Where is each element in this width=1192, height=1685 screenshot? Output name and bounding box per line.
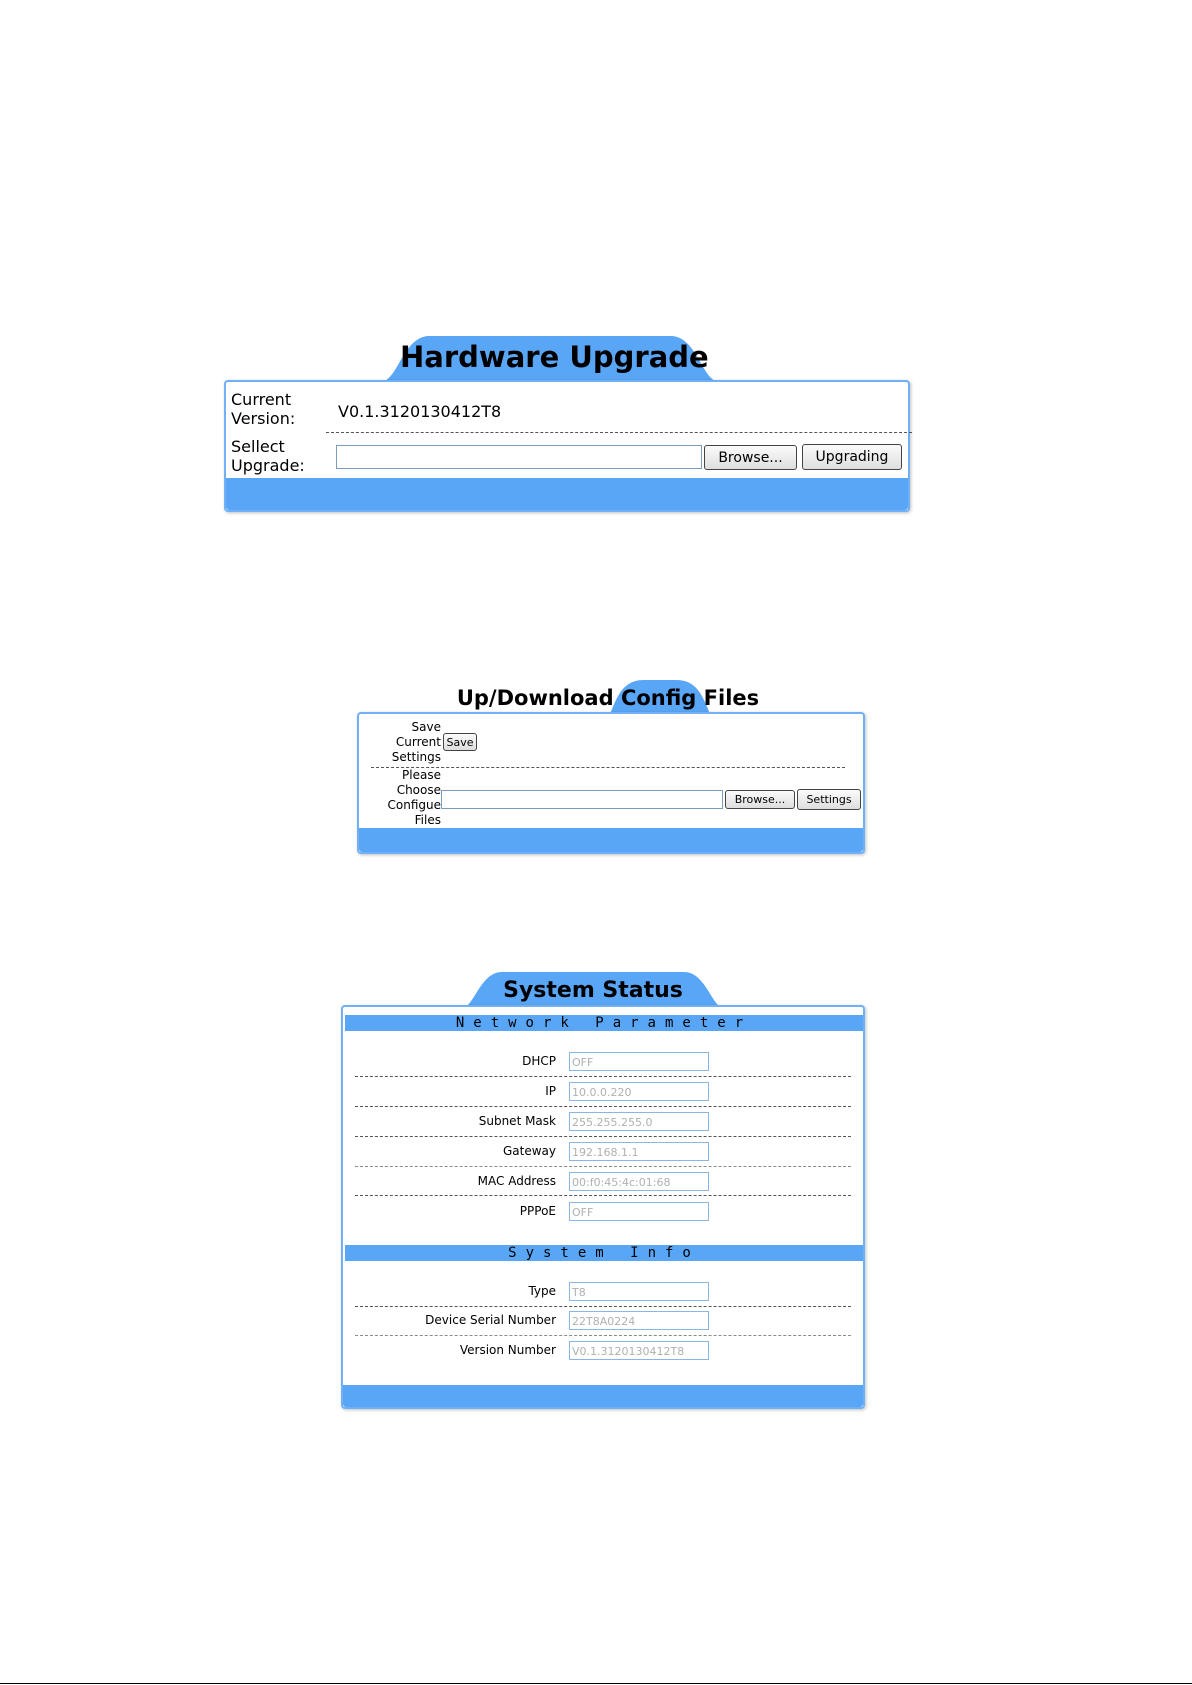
version-number-field[interactable]: V0.1.3120130412T8 [569, 1341, 709, 1360]
save-button[interactable]: Save [443, 733, 477, 751]
system-status-panel [341, 1005, 865, 1409]
row-divider [355, 1106, 851, 1107]
row-divider [355, 1306, 851, 1307]
device-serial-number-label: Device Serial Number [425, 1313, 556, 1327]
hardware-upgrade-panel [224, 380, 910, 512]
mac-address-label: MAC Address [477, 1174, 556, 1188]
dhcp-field[interactable]: OFF [569, 1052, 709, 1071]
device-serial-number-field[interactable]: 22T8A0224 [569, 1311, 709, 1330]
row-divider [355, 1166, 851, 1167]
config-file-input[interactable] [441, 790, 723, 809]
subnet-mask-field[interactable]: 255.255.255.0 [569, 1112, 709, 1131]
upgrade-file-input[interactable] [336, 445, 702, 469]
select-upgrade-label: Sellect Upgrade: [231, 437, 305, 476]
save-current-settings-label: Save Current Settings [391, 720, 441, 764]
type-field[interactable]: T8 [569, 1282, 709, 1301]
pppoe-label: PPPoE [519, 1204, 556, 1218]
mac-address-field[interactable]: 00:f0:45:4c:01:68 [569, 1172, 709, 1191]
config-files-panel [357, 712, 865, 854]
config-divider [371, 767, 845, 768]
row-divider [355, 1195, 851, 1196]
system-status-footer [343, 1385, 863, 1407]
hardware-divider [326, 432, 912, 433]
current-version-value: V0.1.3120130412T8 [338, 402, 502, 421]
gateway-field[interactable]: 192.168.1.1 [569, 1142, 709, 1161]
settings-button[interactable]: Settings [797, 789, 861, 810]
dhcp-label: DHCP [522, 1054, 556, 1068]
hardware-upgrade-title: Hardware Upgrade [400, 340, 709, 374]
config-browse-button[interactable]: Browse... [725, 790, 795, 809]
choose-config-files-label: Please Choose Configue Files [387, 768, 441, 827]
pppoe-field[interactable]: OFF [569, 1202, 709, 1221]
current-version-label: Current Version: [231, 390, 296, 429]
config-files-title: Up/Download Config Files [456, 686, 760, 710]
row-divider [355, 1335, 851, 1336]
hardware-upgrade-footer [226, 478, 908, 510]
type-label: Type [528, 1284, 556, 1298]
ip-field[interactable]: 10.0.0.220 [569, 1082, 709, 1101]
row-divider [355, 1136, 851, 1137]
system-status-title: System Status [503, 978, 683, 1003]
version-number-label: Version Number [459, 1343, 556, 1357]
gateway-label: Gateway [502, 1144, 556, 1158]
network-parameter-header: Network Parameter [345, 1015, 863, 1031]
system-info-header: System Info [345, 1245, 863, 1261]
ip-label: IP [545, 1084, 556, 1098]
subnet-mask-label: Subnet Mask [478, 1114, 556, 1128]
hardware-browse-button[interactable]: Browse... [704, 445, 797, 470]
page-bottom-rule [0, 1683, 1192, 1684]
config-files-footer [359, 828, 863, 852]
row-divider [355, 1076, 851, 1077]
upgrading-button[interactable]: Upgrading [802, 444, 902, 470]
